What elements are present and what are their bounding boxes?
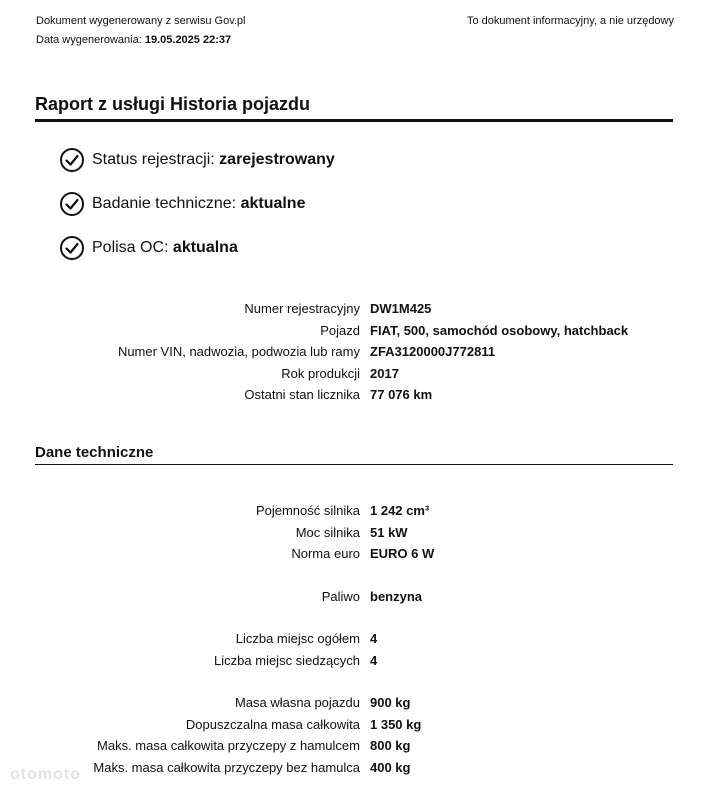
- detail-value: 4: [370, 631, 378, 647]
- detail-row: [35, 543, 673, 565]
- check-circle-icon: [60, 148, 84, 172]
- detail-value: ZFA3120000J772811: [370, 344, 496, 360]
- watermark: otomoto: [10, 766, 81, 783]
- detail-value: FIAT, 500, samochód osobowy, hatchback: [370, 322, 629, 338]
- status-list: [60, 146, 335, 278]
- status-inspection: [60, 190, 335, 218]
- detail-row: [35, 341, 673, 363]
- detail-key: Rok produkcji: [281, 365, 360, 381]
- detail-row: [35, 586, 673, 608]
- detail-key: Moc silnika: [295, 524, 360, 540]
- spacer: [35, 671, 673, 692]
- detail-value: benzyna: [370, 588, 423, 604]
- report-title: Raport z usługi Historia pojazdu: [35, 94, 673, 122]
- detail-key: Liczba miejsc siedzących: [214, 652, 360, 668]
- vehicle-details: [35, 298, 673, 406]
- detail-value: 800 kg: [370, 738, 411, 754]
- detail-key: Maks. masa całkowita przyczepy z hamulcem: [97, 738, 360, 754]
- detail-key: Norma euro: [291, 546, 360, 562]
- detail-value: 51 kW: [370, 524, 408, 540]
- detail-row: [35, 714, 673, 736]
- detail-value: EURO 6 W: [370, 546, 435, 562]
- check-circle-icon: [60, 192, 84, 216]
- status-inspection-label: Badanie techniczne:: [92, 195, 237, 212]
- detail-key: Numer VIN, nadwozia, podwozia lub ramy: [117, 344, 360, 360]
- detail-row: [35, 692, 673, 714]
- detail-key: Numer rejestracyjny: [244, 301, 360, 317]
- status-insurance: [60, 234, 335, 262]
- detail-key: Dopuszczalna masa całkowita: [185, 716, 360, 732]
- detail-key: Liczba miejsc ogółem: [235, 631, 360, 647]
- technical-details: [35, 500, 673, 778]
- detail-value: 77 076 km: [370, 387, 433, 403]
- detail-row: [35, 735, 673, 757]
- status-inspection-value: aktualne: [240, 195, 306, 212]
- detail-row: [35, 384, 673, 406]
- generated-from: Dokument wygenerowany z serwisu Gov.pl: [36, 15, 246, 27]
- detail-row: [35, 650, 673, 672]
- detail-row: [35, 628, 673, 650]
- generated-date-value: 19.05.2025 22:37: [144, 34, 232, 46]
- generated-date-label: Data wygenerowania:: [36, 34, 142, 46]
- detail-row: [35, 757, 673, 779]
- detail-key: Maks. masa całkowita przyczepy bez hamulca: [93, 759, 360, 775]
- spacer: [35, 607, 673, 628]
- detail-row: [35, 363, 673, 385]
- detail-value: 400 kg: [370, 759, 411, 775]
- spacer: [35, 565, 673, 586]
- detail-value: 4: [370, 652, 378, 668]
- section-title-technical: Dane techniczne: [35, 444, 673, 465]
- status-registration: [60, 146, 335, 174]
- detail-key: Ostatni stan licznika: [244, 387, 360, 403]
- detail-value: 1 242 cm³: [370, 503, 430, 519]
- detail-key: Paliwo: [321, 588, 360, 604]
- detail-value: DW1M425: [370, 301, 432, 317]
- status-insurance-label: Polisa OC:: [92, 239, 169, 256]
- status-registration-label: Status rejestracji:: [92, 151, 215, 168]
- page-header: [36, 12, 674, 50]
- detail-key: Masa własna pojazdu: [234, 695, 360, 711]
- status-insurance-value: aktualna: [172, 239, 238, 256]
- generated-date: [36, 31, 674, 50]
- detail-value: 2017: [370, 365, 399, 381]
- check-circle-icon: [60, 236, 84, 260]
- detail-key: Pojazd: [320, 322, 360, 338]
- detail-value: 1 350 kg: [370, 716, 422, 732]
- disclaimer: To dokument informacyjny, a nie urzędowy: [466, 15, 674, 27]
- detail-row: [35, 320, 673, 342]
- detail-row: [35, 298, 673, 320]
- detail-key: Pojemność silnika: [255, 503, 360, 519]
- detail-row: [35, 500, 673, 522]
- detail-row: [35, 522, 673, 544]
- status-registration-value: zarejestrowany: [219, 151, 335, 168]
- detail-value: 900 kg: [370, 695, 411, 711]
